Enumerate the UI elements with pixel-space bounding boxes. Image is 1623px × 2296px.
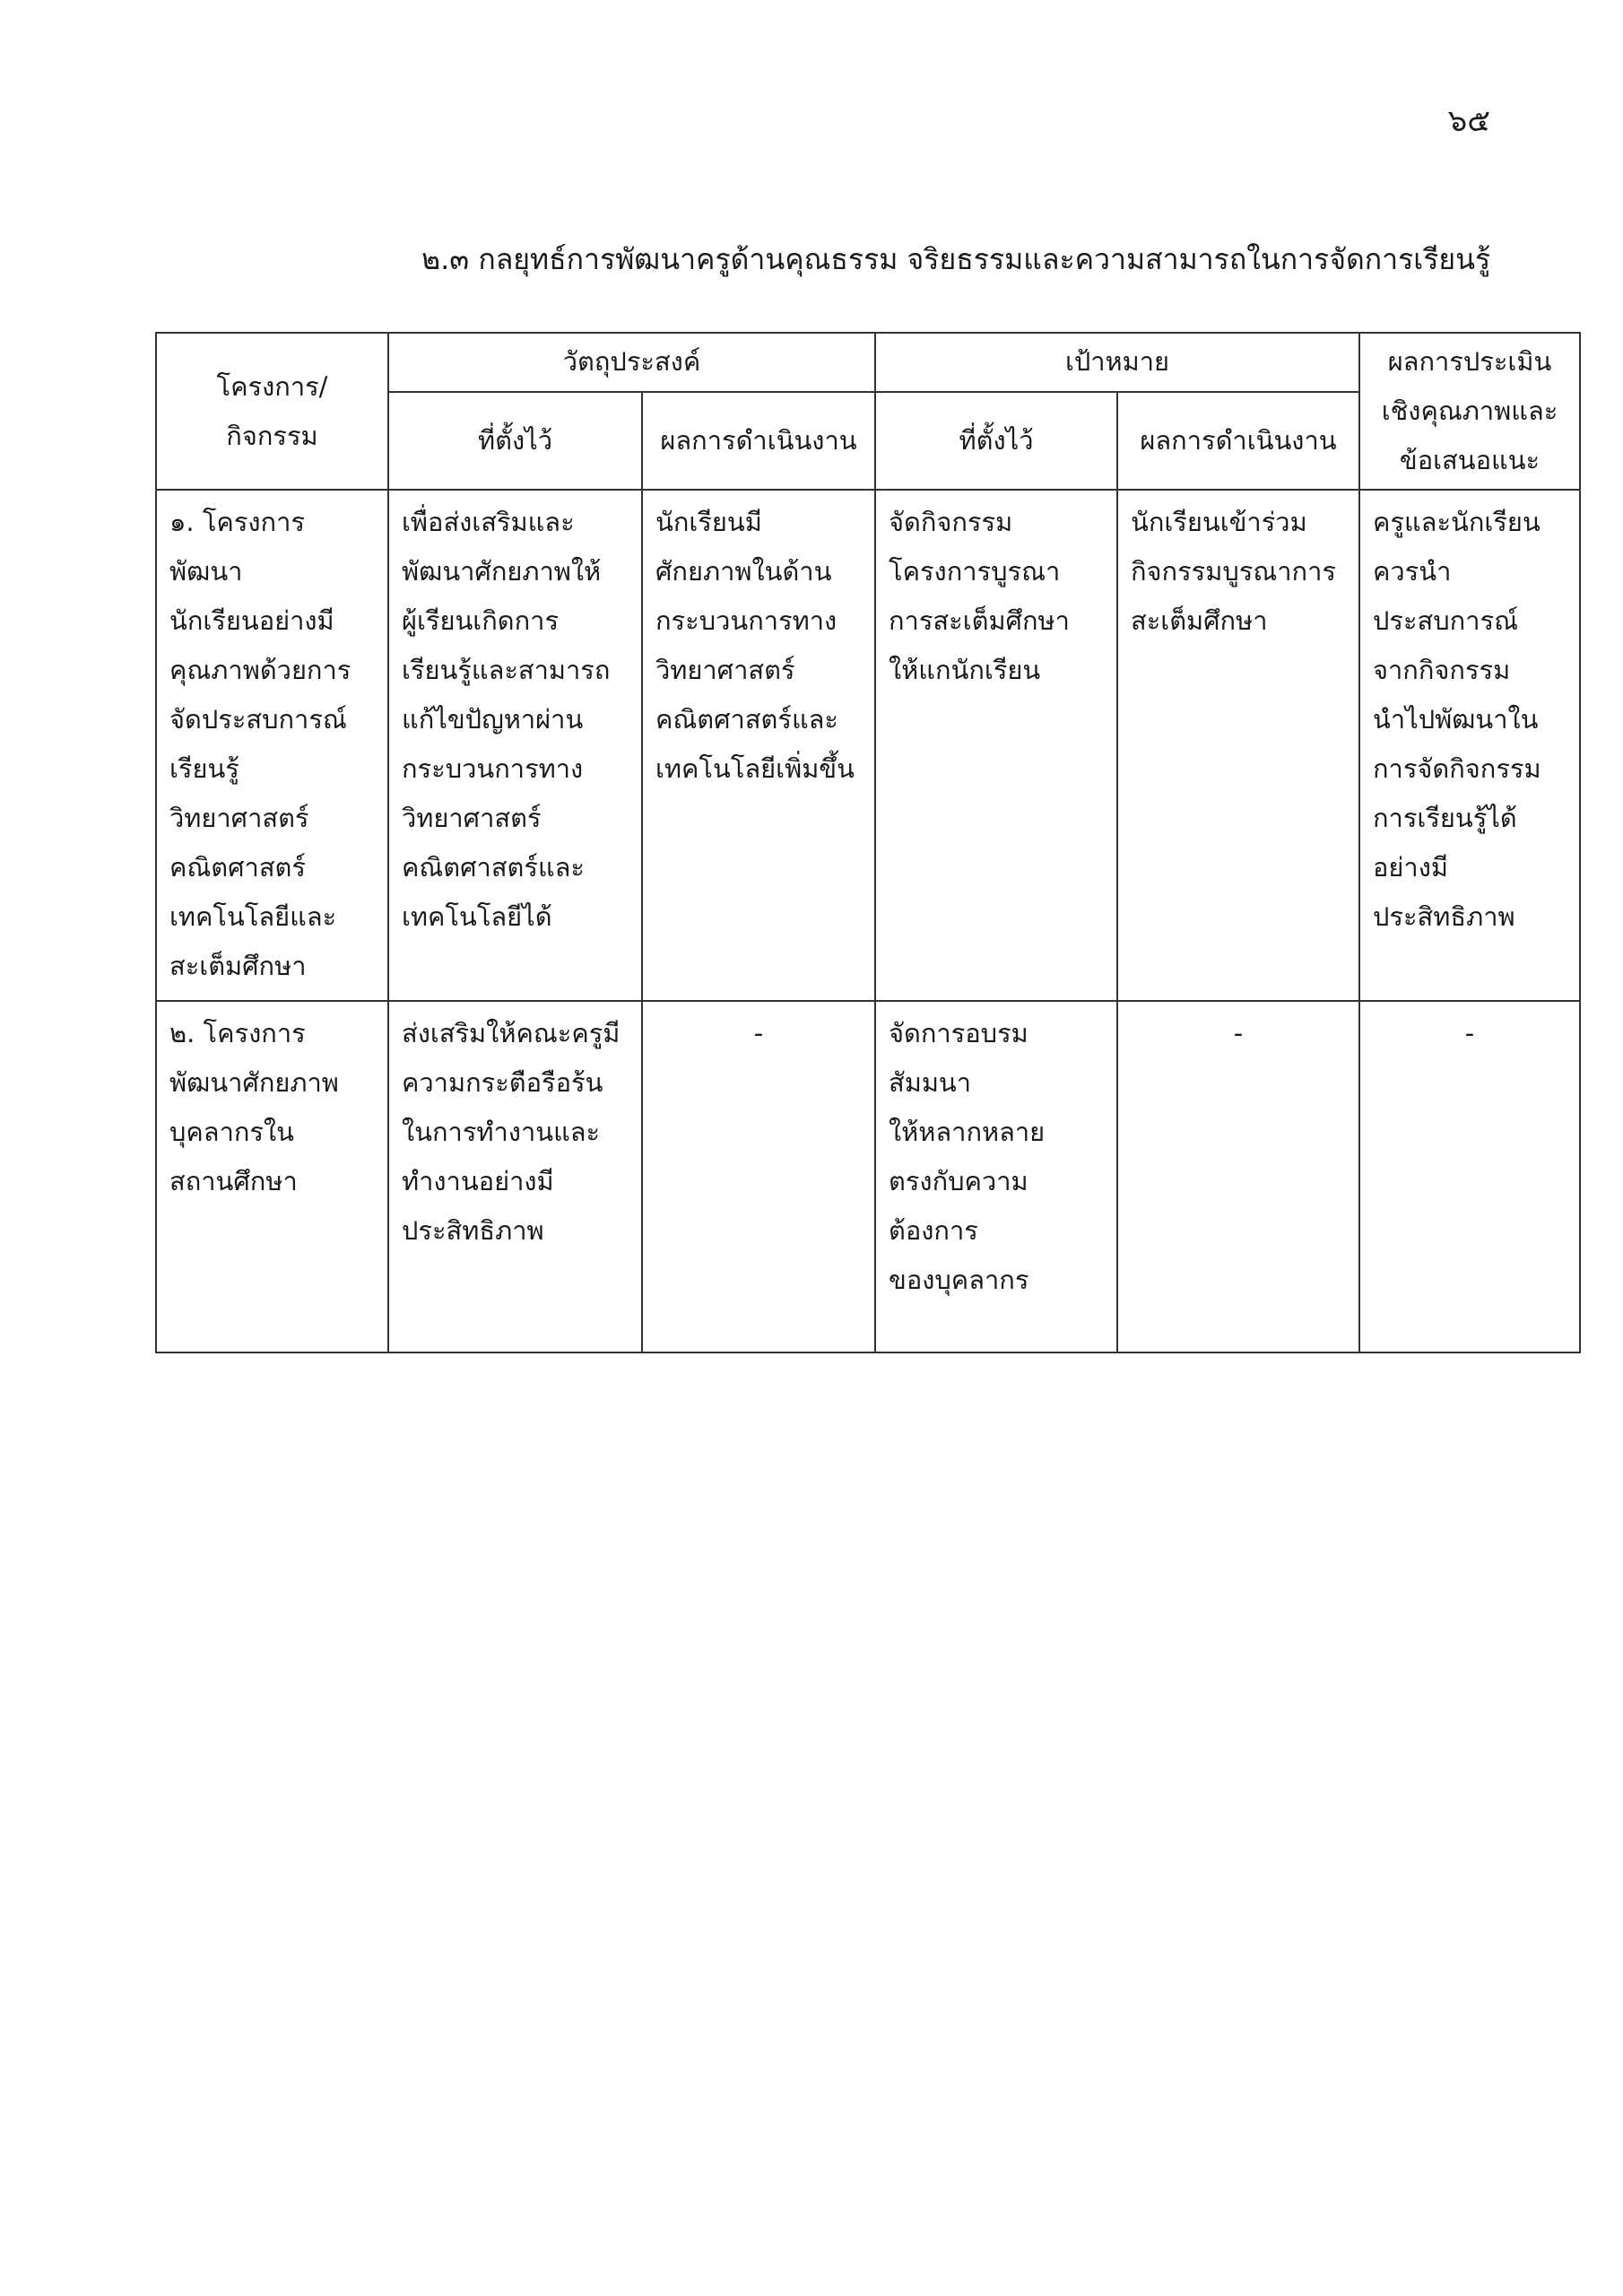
cell-line: เชิงคุณภาพและ: [1381, 396, 1558, 426]
cell-line: พัฒนาศักยภาพ: [169, 1067, 339, 1098]
cell-line: จัดประสบการณ์: [169, 704, 347, 735]
section-title: ๒.๓ กลยุทธ์การพัฒนาครูด้านคุณธรรม จริยธรรมและความสามารถในการจัดการเรียนรู้: [421, 242, 1491, 276]
cell-line: เทคโนโลยีและ: [169, 901, 337, 932]
cell-line: กระบวนการทาง: [402, 753, 584, 784]
cell-line: ควรนำ: [1373, 556, 1452, 587]
header-objective-result: ผลการดำเนินงาน: [642, 392, 875, 490]
row1-objective-set-text: [402, 498, 629, 942]
cell-line: แก้ไขปัญหาผ่าน: [402, 704, 584, 735]
cell-line: จัดกิจกรรม: [889, 507, 1013, 537]
row1-evaluation: [1359, 490, 1580, 1001]
cell-line: ในการทำงานและ: [402, 1117, 601, 1147]
row1-objective-result-text: [655, 498, 862, 794]
cell-line: -: [1233, 1018, 1244, 1048]
cell-line: อย่างมี: [1373, 852, 1448, 883]
header-target: เป้าหมาย: [875, 333, 1359, 392]
cell-line: -: [1464, 1018, 1475, 1048]
cell-line: คณิตศาสตร์และ: [402, 852, 585, 883]
header-evaluation: [1359, 333, 1580, 490]
cell-line: ทำงานอย่างมี: [402, 1166, 554, 1196]
cell-line: ผู้เรียนเกิดการ: [402, 605, 560, 636]
header-objective: วัตถุประสงค์: [388, 333, 875, 392]
cell-line: สถานศึกษา: [169, 1166, 298, 1196]
header-target-set: ที่ตั้งไว้: [875, 392, 1117, 490]
cell-line: โครงการ/: [216, 370, 328, 402]
row1-target-result: [1117, 490, 1359, 1001]
header-project: [156, 333, 388, 490]
cell-line: กิจกรรม: [226, 420, 318, 451]
cell-line: ตรงกับความ: [889, 1166, 1028, 1196]
cell-line: ให้หลากหลาย: [889, 1117, 1046, 1147]
cell-line: นักเรียนมี: [655, 507, 762, 537]
cell-line: ให้แกนักเรียน: [889, 655, 1041, 685]
row1-objective-result: [642, 490, 875, 1001]
cell-line: ประสบการณ์: [1373, 605, 1518, 636]
row2-objective-set-text: [402, 1009, 629, 1256]
cell-line: เรียนรู้: [169, 753, 239, 784]
cell-line: วิทยาศาสตร์: [402, 803, 542, 833]
cell-line: วิทยาศาสตร์: [655, 655, 795, 685]
cell-line: พัฒนาศักยภาพให้: [402, 556, 602, 587]
table-row: [156, 490, 1580, 1001]
header-objective-set: ที่ตั้งไว้: [388, 392, 642, 490]
cell-line: ประสิทธิภาพ: [1373, 901, 1515, 932]
cell-line: คณิตศาสตร์: [169, 852, 306, 883]
cell-line: การจัดกิจกรรม: [1373, 753, 1541, 784]
cell-line: ๑. โครงการ: [169, 507, 305, 537]
cell-line: นักเรียนอย่างมี: [169, 605, 334, 636]
cell-line: ผลการประเมิน: [1387, 346, 1552, 377]
row2-target-result-text: [1131, 1009, 1346, 1058]
cell-line: บุคลากรใน: [169, 1117, 294, 1147]
cell-line: จากกิจกรรม: [1373, 655, 1511, 685]
cell-line: คุณภาพด้วยการ: [169, 655, 352, 685]
row1-objective-set: [388, 490, 642, 1001]
cell-line: ข้อเสนอแนะ: [1399, 445, 1541, 475]
cell-line: เรียนรู้และสามารถ: [402, 655, 611, 685]
table-row: [156, 1001, 1580, 1352]
cell-line: ประสิทธิภาพ: [402, 1215, 544, 1246]
header-target-result: ผลการดำเนินงาน: [1117, 392, 1359, 490]
cell-line: โครงการบูรณา: [889, 556, 1061, 587]
cell-line: คณิตศาสตร์และ: [655, 704, 838, 735]
row2-project: [156, 1001, 388, 1352]
cell-line: สัมมนา: [889, 1067, 972, 1098]
row2-objective-set: [388, 1001, 642, 1352]
cell-line: เทคโนโลยีได้: [402, 901, 552, 932]
cell-line: ศักยภาพในด้าน: [655, 556, 832, 587]
cell-line: เทคโนโลยีเพิ่มขึ้น: [655, 753, 855, 784]
header-evaluation-lines: [1369, 337, 1570, 485]
cell-line: -: [753, 1018, 764, 1048]
row2-target-set-text: [889, 1009, 1104, 1305]
cell-line: นักเรียนเข้าร่วม: [1131, 507, 1307, 537]
cell-line: นำไปพัฒนาใน: [1373, 704, 1539, 735]
row2-target-result: [1117, 1001, 1359, 1352]
cell-line: ส่งเสริมให้คณะครูมี: [402, 1018, 621, 1048]
row1-evaluation-text: [1373, 498, 1567, 942]
cell-line: ต้องการ: [889, 1215, 978, 1246]
cell-line: พัฒนา: [169, 556, 243, 587]
cell-line: จัดการอบรม: [889, 1018, 1028, 1048]
cell-line: กระบวนการทาง: [655, 605, 838, 636]
row1-project-text: [169, 498, 375, 991]
row1-target-set-text: [889, 498, 1104, 695]
row1-target-result-text: [1131, 498, 1346, 646]
cell-line: ของบุคลากร: [889, 1265, 1029, 1295]
cell-line: เพื่อส่งเสริมและ: [402, 507, 575, 537]
cell-line: สะเต็มศึกษา: [1131, 605, 1268, 636]
row2-target-set: [875, 1001, 1117, 1352]
strategy-table: [155, 332, 1581, 1353]
row2-objective-result-text: [655, 1009, 862, 1058]
cell-line: ๒. โครงการ: [169, 1018, 306, 1048]
page-number: ๖๕: [1447, 103, 1490, 139]
cell-line: สะเต็มศึกษา: [169, 951, 307, 981]
cell-line: ความกระตือรือร้น: [402, 1067, 603, 1098]
header-project-lines: [166, 362, 378, 461]
cell-line: การสะเต็มศึกษา: [889, 605, 1070, 636]
row1-target-set: [875, 490, 1117, 1001]
cell-line: กิจกรรมบูรณาการ: [1131, 556, 1336, 587]
cell-line: วิทยาศาสตร์: [169, 803, 309, 833]
cell-line: ครูและนักเรียน: [1373, 507, 1541, 537]
row1-project: [156, 490, 388, 1001]
row2-project-text: [169, 1009, 375, 1206]
row2-evaluation-text: [1373, 1009, 1567, 1058]
row2-evaluation: [1359, 1001, 1580, 1352]
row2-objective-result: [642, 1001, 875, 1352]
cell-line: การเรียนรู้ได้: [1373, 803, 1517, 833]
